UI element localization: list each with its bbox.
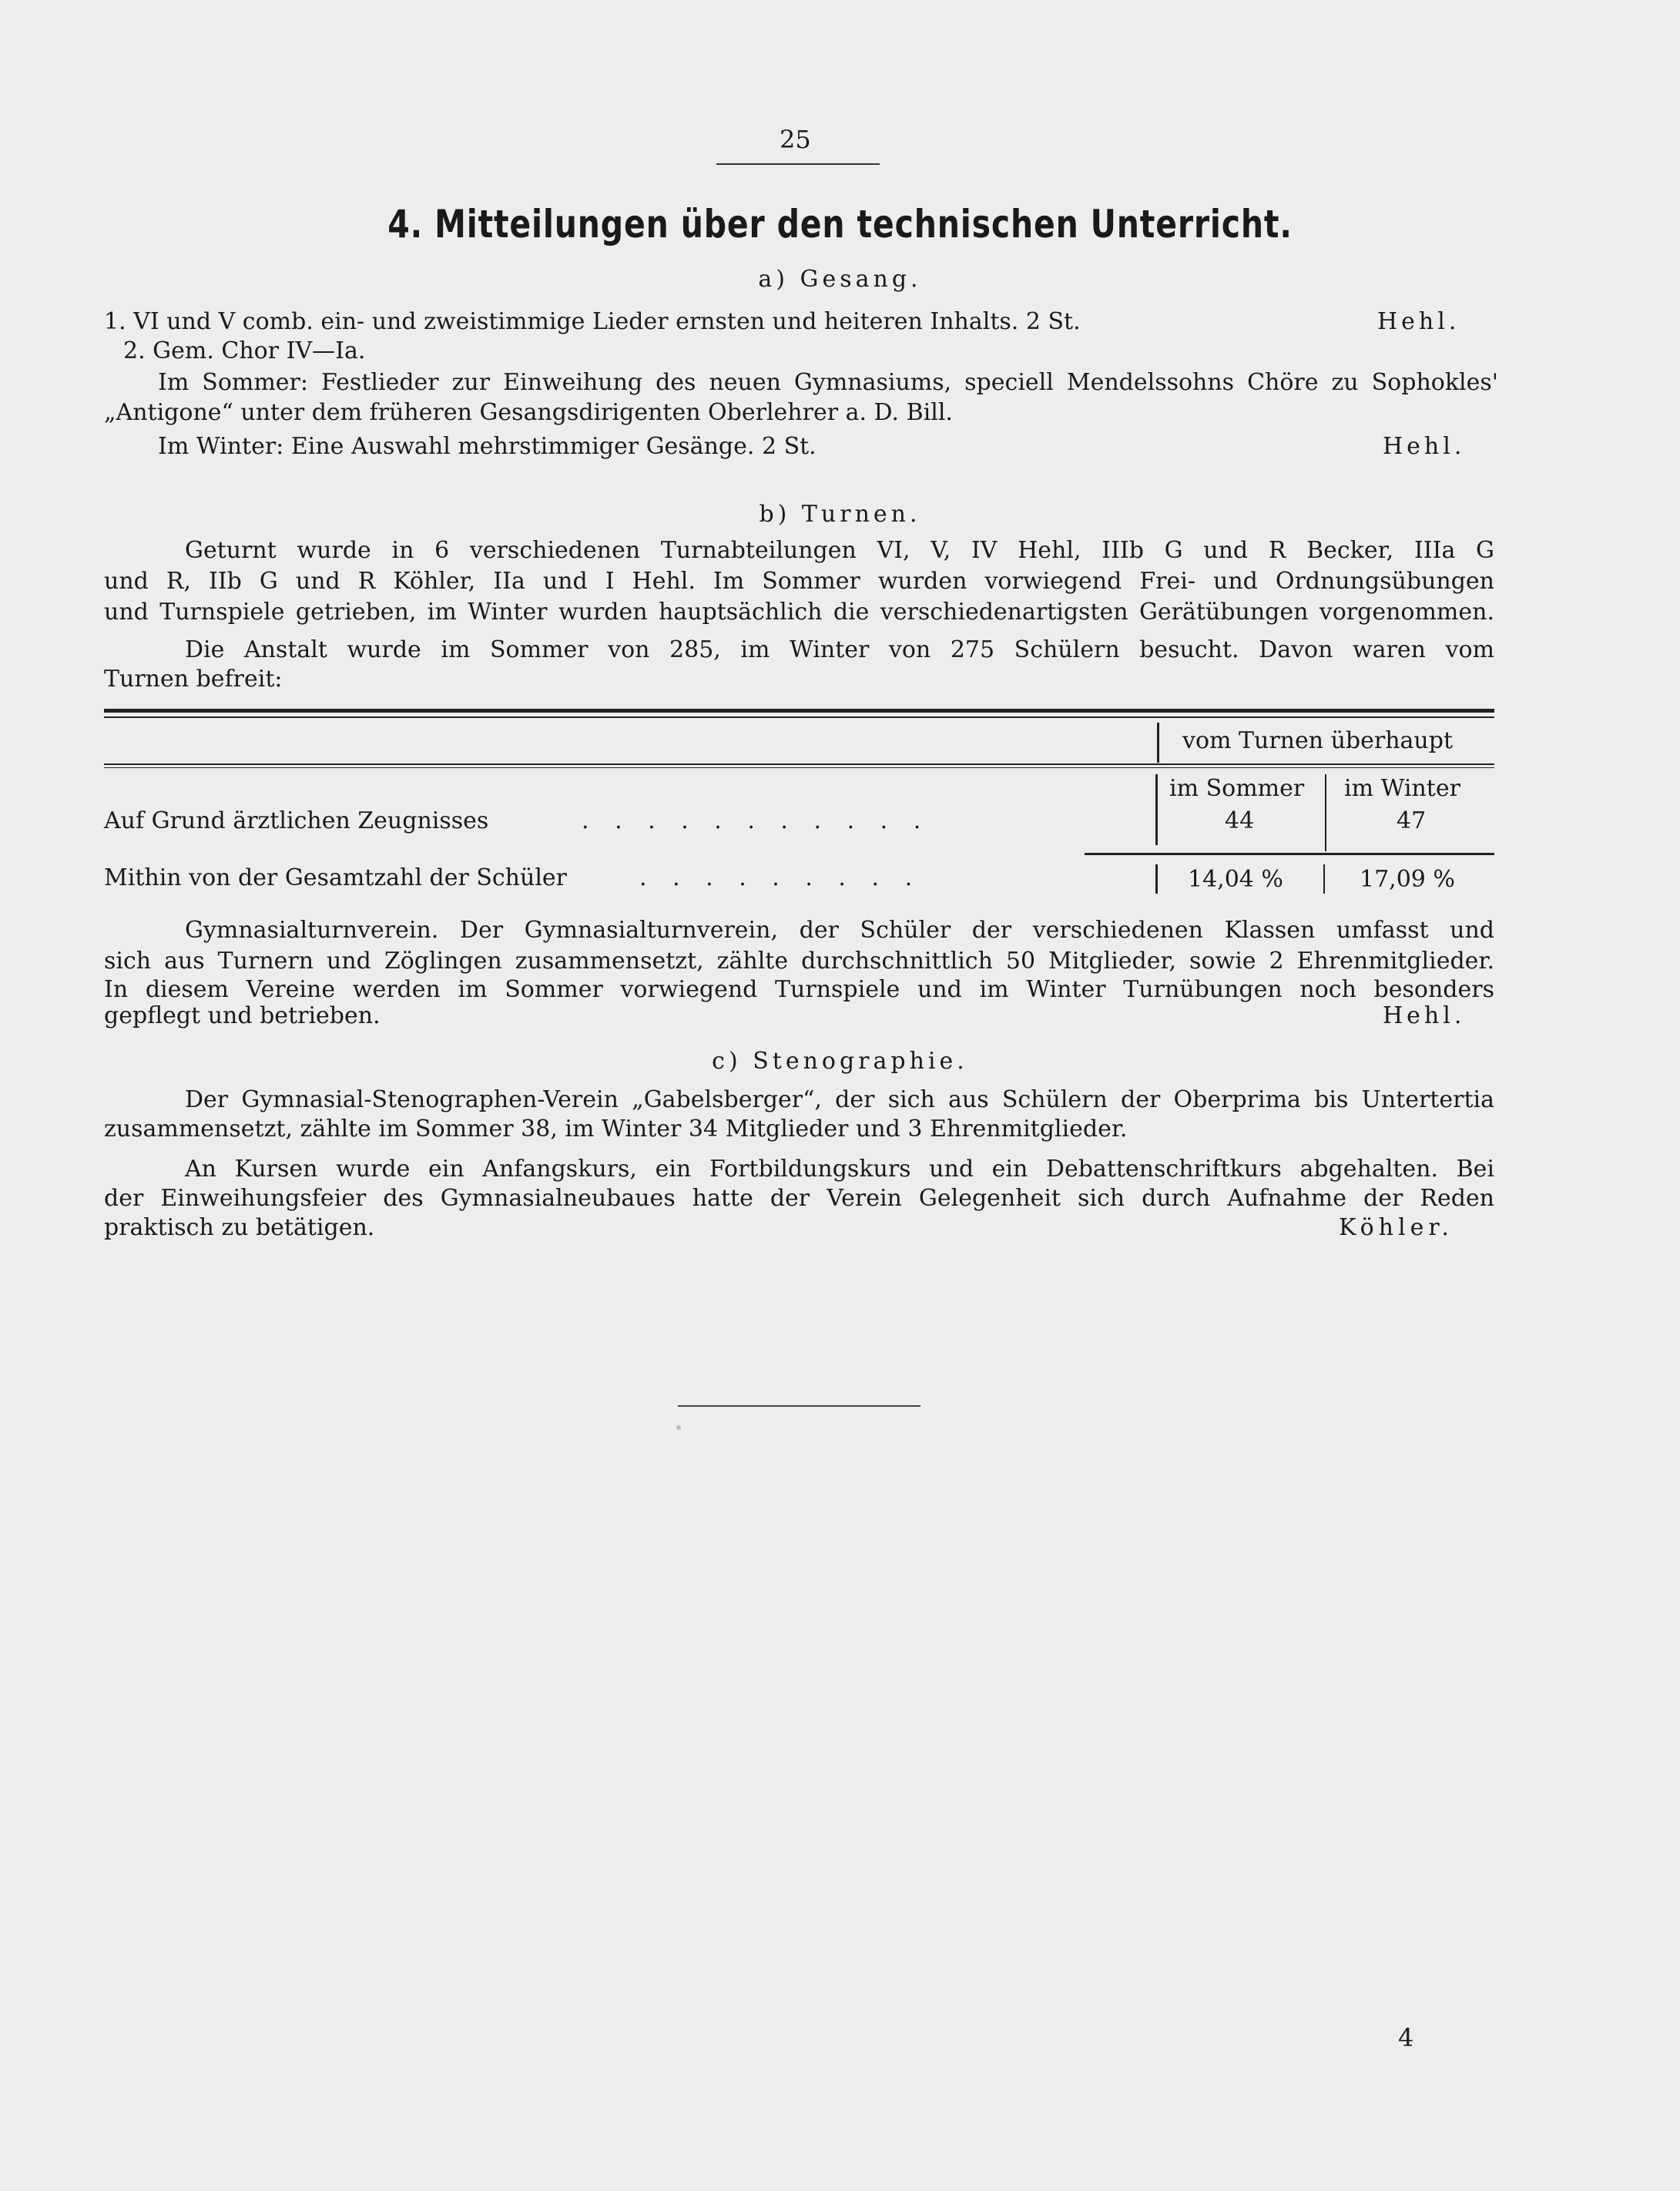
table-header-rule <box>104 763 1494 765</box>
steno-para-1-line-1: Der Gymnasial-Stenographen-Verein „Gabelsberger“, der sich aus Schülern der Oberprima bis Untertertia <box>185 1086 1494 1113</box>
page-number: 25 <box>780 125 811 154</box>
gesang-title: a) Gesang. <box>758 266 922 293</box>
table-divider-left-row-2 <box>1155 864 1158 894</box>
gesang-item-2: 2. Gem. Chor IV—Ia. <box>123 337 366 364</box>
gesang-sommer-line-2: „Antigone“ unter dem früheren Gesangsdirigenten Oberlehrer a. D. Bill. <box>104 399 953 426</box>
row-2-sommer: 14,04 % <box>1188 866 1283 893</box>
table-top-rule <box>104 709 1494 713</box>
page-number-rule <box>716 163 880 165</box>
gesang-sommer-line-1: Im Sommer: Festlieder zur Einweihung des neuen Gymnasiums, speciell Mendelssohns Chöre zu Sophokles' <box>158 369 1498 396</box>
row-1-dots: . . . . . . . . . . . <box>582 807 931 834</box>
turnen-para-2-line-1: Die Anstalt wurde im Sommer von 285, im Winter von 275 Schülern besucht. Davon waren vom <box>185 636 1494 663</box>
row-2-label: Mithin von der Gesamtzahl der Schüler <box>104 864 568 891</box>
turnen-para-1-line-2: und R, IIb G und R Köhler, IIa und I Hehl. Im Sommer wurden vorwiegend Frei- und Ordnungsübungen <box>104 568 1494 595</box>
table-divider-header <box>1157 723 1159 763</box>
turnen-para-1-line-3: und Turnspiele getrieben, im Winter wurden hauptsächlich die verschiedenartigsten Gerätübungen vorgenommen. <box>104 599 1494 626</box>
speck <box>676 1425 681 1430</box>
table-group-header: vom Turnen überhaupt <box>1182 727 1454 754</box>
turnen-para-2-line-2: Turnen befreit: <box>104 666 283 693</box>
footer-number: 4 <box>1398 2023 1414 2052</box>
table-divider-left <box>1155 774 1158 845</box>
gesang-item-1-teacher: Hehl. <box>1377 308 1460 335</box>
row-2-winter: 17,09 % <box>1360 866 1455 893</box>
table-divider-mid-row-2 <box>1323 864 1325 894</box>
steno-para-2-line-2: der Einweihungsfeier des Gymnasialneubaues hatte der Verein Gelegenheit sich durch Aufnahme der Reden <box>104 1185 1494 1212</box>
steno-para-1-line-2: zusammensetzt, zählte im Sommer 38, im Winter 34 Mitglieder und 3 Ehrenmitglieder. <box>104 1116 1128 1142</box>
table-top-rule-thin <box>104 716 1494 718</box>
verein-teacher: Hehl. <box>1383 1002 1466 1029</box>
verein-line-3: In diesem Vereine werden im Sommer vorwiegend Turnspiele und im Winter Turnübungen noch besonders <box>104 976 1494 1003</box>
verein-line-1: Gymnasialturnverein. Der Gymnasialturnverein, der Schüler der verschiedenen Klassen umfasst und <box>185 917 1494 944</box>
row-1-label: Auf Grund ärztlichen Zeugnisses <box>104 807 489 834</box>
gesang-item-1: 1. VI und V comb. ein- und zweistimmige Lieder ernsten und heiteren Inhalts. 2 St. <box>104 308 1081 335</box>
row-2-dots: . . . . . . . . . <box>639 864 922 891</box>
section-heading: 4. Mitteilungen über den technischen Unterricht. <box>387 202 1293 247</box>
steno-teacher: Köhler. <box>1339 1214 1454 1241</box>
col-header-winter: im Winter <box>1344 775 1460 802</box>
closing-separator <box>678 1405 920 1407</box>
steno-title: c) Stenographie. <box>712 1048 968 1075</box>
verein-line-2: sich aus Turnern und Zöglingen zusammensetzt, zählte durchschnittlich 50 Mitglieder, sowie 2 Ehrenmitglieder. <box>104 948 1494 975</box>
table-divider-mid <box>1325 774 1326 851</box>
row-1-sommer: 44 <box>1225 807 1255 834</box>
row-1-winter: 47 <box>1397 807 1427 834</box>
verein-line-4: gepflegt und betrieben. <box>104 1002 381 1029</box>
gesang-winter-teacher: Hehl. <box>1383 433 1466 460</box>
table-row-rule <box>1085 853 1494 855</box>
steno-para-2-line-1: An Kursen wurde ein Anfangskurs, ein Fortbildungskurs und ein Debattenschriftkurs abgehalten. Bei <box>185 1156 1494 1183</box>
table-header-rule-thin <box>104 767 1494 768</box>
col-header-sommer: im Sommer <box>1169 775 1305 802</box>
turnen-para-1-line-1: Geturnt wurde in 6 verschiedenen Turnabteilungen VI, V, IV Hehl, IIIb G und R Becker, IIIa G <box>185 537 1494 564</box>
steno-para-2-line-3: praktisch zu betätigen. <box>104 1214 375 1241</box>
gesang-winter: Im Winter: Eine Auswahl mehrstimmiger Gesänge. 2 St. <box>158 433 817 460</box>
turnen-title: b) Turnen. <box>759 501 921 528</box>
